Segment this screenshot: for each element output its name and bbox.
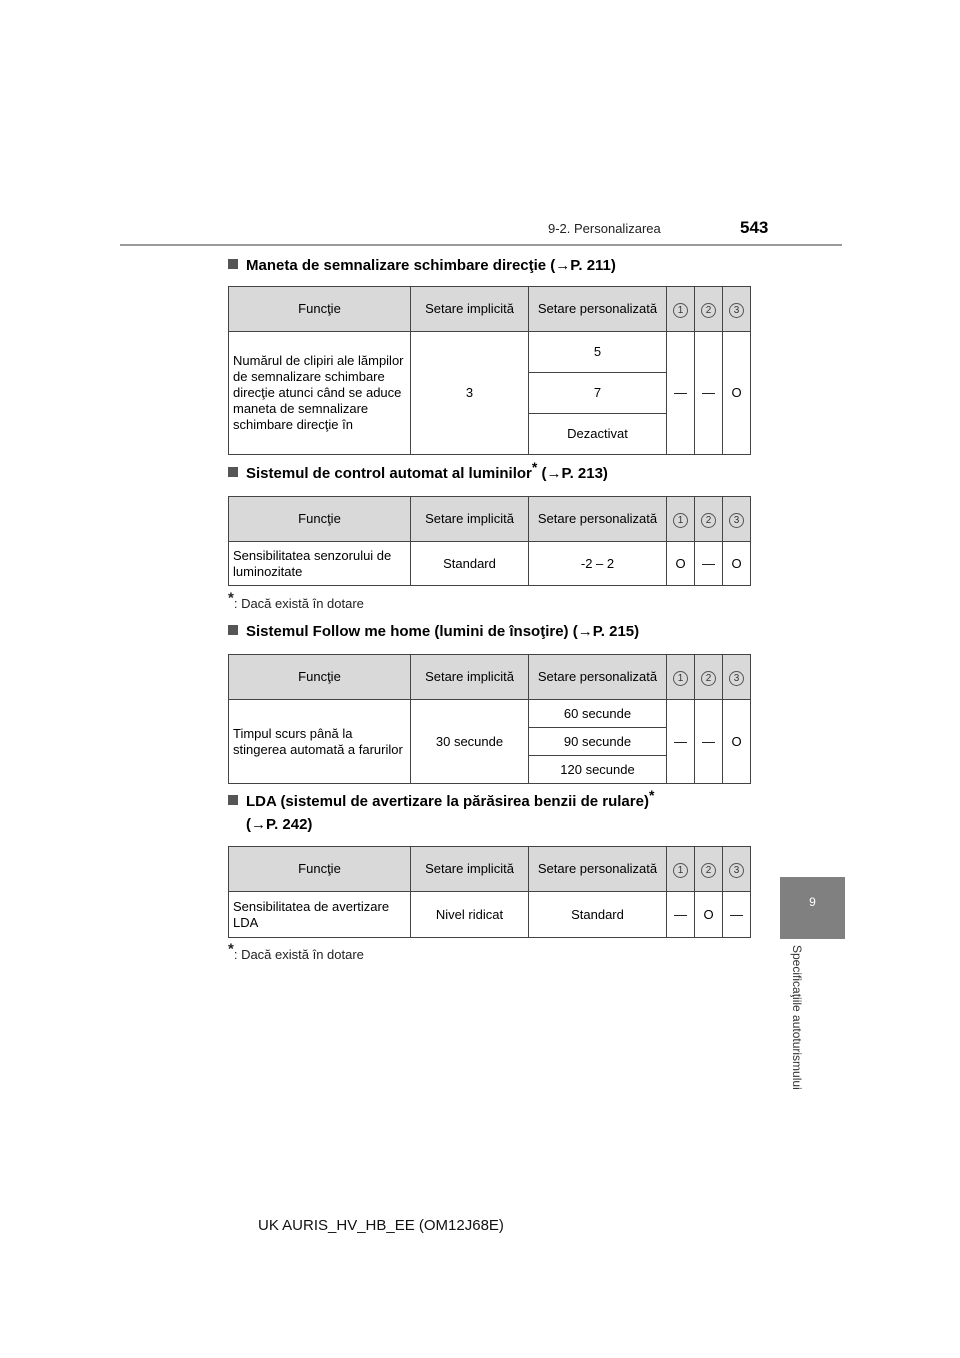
col3-cell: O	[723, 700, 751, 784]
column-1-icon: 1	[673, 513, 688, 528]
col1-cell: —	[667, 700, 695, 784]
section-title-turn-signal: Maneta de semnalizare schimbare direcţie (→P. 211)	[228, 256, 616, 276]
chapter-title: Specificaţiile autoturismului	[790, 945, 804, 1090]
header-function: Funcţie	[229, 287, 411, 332]
header-function: Funcţie	[229, 847, 411, 892]
col2-cell: O	[695, 892, 723, 938]
column-3-icon: 3	[729, 863, 744, 878]
table-row	[229, 700, 751, 728]
table-row	[229, 892, 751, 938]
table-header-row	[229, 847, 751, 892]
header-divider	[120, 244, 842, 246]
column-1-icon: 1	[673, 863, 688, 878]
column-3-icon: 3	[729, 513, 744, 528]
default-cell: 30 secunde	[411, 700, 529, 784]
bullet-square-icon	[228, 467, 238, 477]
custom-cell: Dezactivat	[529, 414, 667, 455]
table-row	[229, 332, 751, 373]
table-follow-me-home	[228, 654, 751, 784]
footnote: *: Dacă există în dotare	[228, 940, 364, 962]
function-cell: Numărul de clipiri ale lămpilor de semnalizare schimbare direcţie atunci când se aduce maneta de semnalizare schimbare direcţie în	[229, 332, 411, 455]
bullet-square-icon	[228, 625, 238, 635]
col3-cell: —	[723, 892, 751, 938]
custom-cell: 5	[529, 332, 667, 373]
header-custom: Setare personalizată	[529, 847, 667, 892]
header-default: Setare implicită	[411, 655, 529, 700]
custom-cell: 120 secunde	[529, 756, 667, 784]
header-function: Funcţie	[229, 655, 411, 700]
column-1-icon: 1	[673, 303, 688, 318]
footnote: *: Dacă există în dotare	[228, 589, 364, 611]
table-header-row	[229, 497, 751, 542]
custom-cell: 7	[529, 373, 667, 414]
custom-cell: Standard	[529, 892, 667, 938]
manual-code: UK AURIS_HV_HB_EE (OM12J68E)	[258, 1217, 504, 1234]
table-auto-light	[228, 496, 751, 586]
custom-cell: -2 – 2	[529, 542, 667, 586]
header-default: Setare implicită	[411, 847, 529, 892]
table-header-row	[229, 287, 751, 332]
chapter-number: 9	[809, 895, 816, 909]
page-number: 543	[740, 218, 769, 237]
section-title-auto-light: Sistemul de control automat al luminilor* (→P. 213)	[228, 464, 608, 484]
column-2-icon: 2	[701, 303, 716, 318]
default-cell: Standard	[411, 542, 529, 586]
col1-cell: —	[667, 332, 695, 455]
table-lda	[228, 846, 751, 938]
bullet-square-icon	[228, 259, 238, 269]
col2-cell: —	[695, 332, 723, 455]
header-function: Funcţie	[229, 497, 411, 542]
col2-cell: —	[695, 700, 723, 784]
column-1-icon: 1	[673, 671, 688, 686]
table-turn-signal	[228, 286, 751, 455]
col1-cell: —	[667, 892, 695, 938]
header-custom: Setare personalizată	[529, 287, 667, 332]
custom-cell: 60 secunde	[529, 700, 667, 728]
header-custom: Setare personalizată	[529, 497, 667, 542]
col1-cell: O	[667, 542, 695, 586]
section-title-follow-me-home: Sistemul Follow me home (lumini de însoţire) (→P. 215)	[228, 622, 639, 642]
default-cell: 3	[411, 332, 529, 455]
header-default: Setare implicită	[411, 287, 529, 332]
col2-cell: —	[695, 542, 723, 586]
bullet-square-icon	[228, 795, 238, 805]
default-cell: Nivel ridicat	[411, 892, 529, 938]
chapter-tab	[780, 877, 845, 939]
header-custom: Setare personalizată	[529, 655, 667, 700]
custom-cell: 90 secunde	[529, 728, 667, 756]
col3-cell: O	[723, 332, 751, 455]
table-header-row	[229, 655, 751, 700]
function-cell: Timpul scurs până la stingerea automată a farurilor	[229, 700, 411, 784]
section-title-lda: LDA (sistemul de avertizare la părăsirea benzii de rulare)*	[228, 792, 654, 812]
col3-cell: O	[723, 542, 751, 586]
column-2-icon: 2	[701, 863, 716, 878]
table-row	[229, 542, 751, 586]
header-default: Setare implicită	[411, 497, 529, 542]
function-cell: Sensibilitatea senzorului de luminozitate	[229, 542, 411, 586]
column-2-icon: 2	[701, 513, 716, 528]
function-cell: Sensibilitatea de avertizare LDA	[229, 892, 411, 938]
column-3-icon: 3	[729, 671, 744, 686]
column-3-icon: 3	[729, 303, 744, 318]
section-ref-lda: (→P. 242)	[246, 816, 313, 833]
section-header: 9-2. Personalizarea	[548, 221, 661, 236]
column-2-icon: 2	[701, 671, 716, 686]
